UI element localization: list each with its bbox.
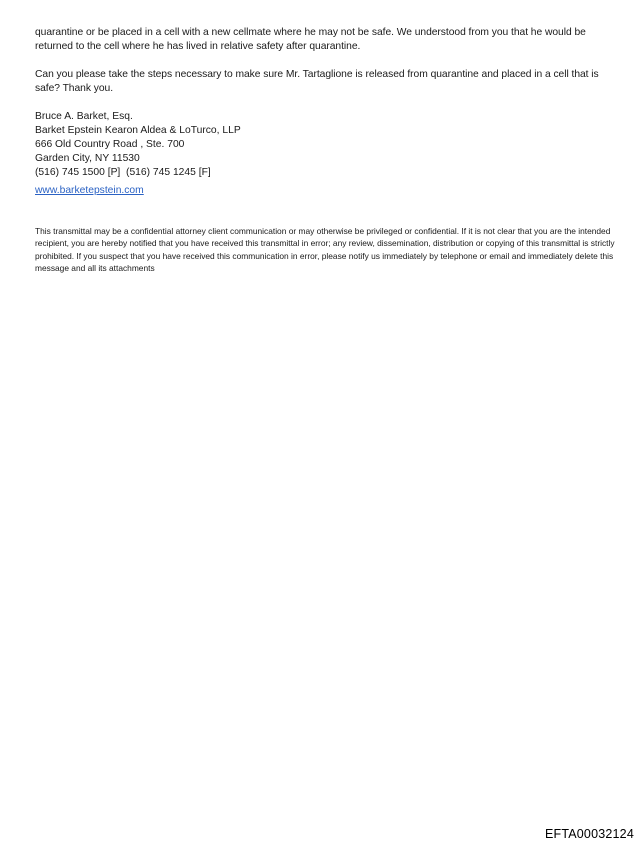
paragraph-spacer	[35, 54, 615, 68]
signature-address-line2: Garden City, NY 11530	[35, 153, 140, 164]
confidentiality-disclaimer: This transmittal may be a confidential attorney client communication or may otherwise be privileged or confidential. If it is not clear that you are the intended recipient, you are hereby notified that you have received this transmittal in error; any review, dissemination, distribution or copying of this transmittal is strictly prohibited. If you suspect that you have received this communication in error, please notify us immediately by telephone or email and immediately delete this message and all its attachments	[35, 226, 615, 274]
body-paragraph-request: Can you please take the steps necessary to make sure Mr. Tartaglione is released from quarantine and placed in a cell that is safe? Thank you.	[35, 69, 599, 94]
signature-block	[35, 110, 615, 198]
signature-website-link[interactable]: www.barketepstein.com	[35, 185, 144, 196]
document-id-stamp: EFTA00032124	[544, 827, 634, 841]
signature-name: Bruce A. Barket, Esq.	[35, 111, 133, 122]
signature-address-line1: 666 Old Country Road , Ste. 700	[35, 139, 185, 150]
body-paragraph-quarantine: quarantine or be placed in a cell with a new cellmate where he may not be safe. We understood from you that he would be returned to the cell where he has lived in relative safety after quarantine.	[35, 27, 586, 52]
paragraph-spacer	[35, 96, 615, 110]
email-body	[35, 26, 615, 198]
signature-phones: (516) 745 1500 [P] (516) 745 1245 [F]	[35, 167, 211, 178]
signature-firm: Barket Epstein Kearon Aldea & LoTurco, LLP	[35, 125, 241, 136]
